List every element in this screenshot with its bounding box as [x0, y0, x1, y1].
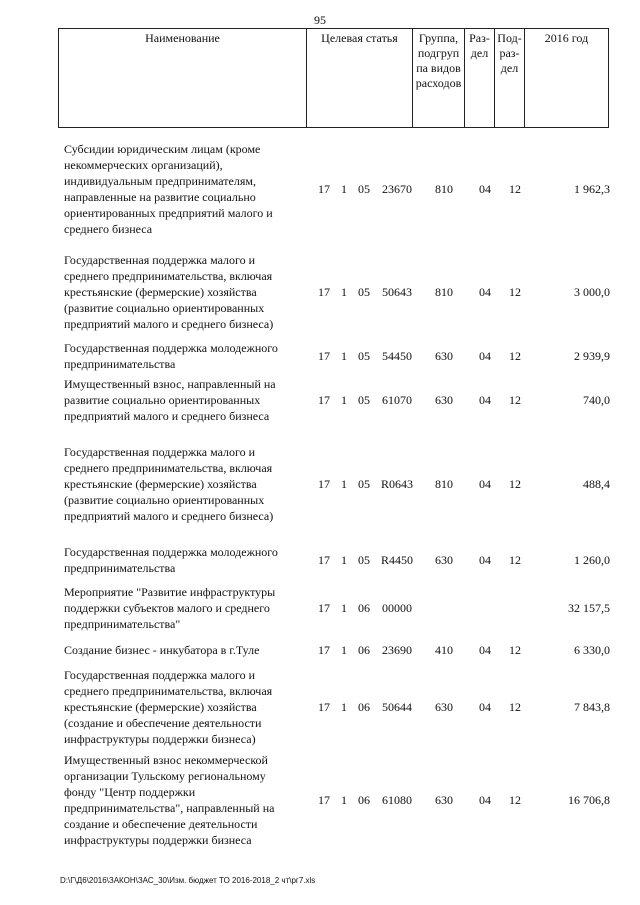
amount: 6 330,0 [574, 643, 610, 657]
row-name-line: предприятий малого и среднего бизнеса [64, 409, 270, 423]
table-row [58, 636, 614, 664]
header-group-line: расходов [415, 76, 462, 90]
row-name-line: (развитие социально ориентированных [64, 301, 265, 315]
section-code: 04 [479, 793, 491, 807]
row-name-line: развитие социально ориентированных [64, 393, 261, 407]
target-code-1: 17 [318, 700, 330, 714]
target-code-1: 17 [318, 553, 330, 567]
header-group-line: па видов [416, 61, 461, 75]
row-name-line: среднего предпринимательства, включая [64, 269, 273, 283]
amount: 1 260,0 [574, 553, 610, 567]
section-code: 04 [479, 182, 491, 196]
row-name-line: Создание бизнес - инкубатора в г.Туле [64, 643, 260, 657]
page-number: 95 [314, 13, 326, 27]
group-code: 630 [435, 349, 453, 363]
target-code-4: 23690 [382, 643, 412, 657]
row-name-line: Имущественный взнос некоммерческой [64, 753, 268, 767]
section-code: 04 [479, 285, 491, 299]
row-name-line: ориентированных предприятий малого и [64, 206, 273, 220]
target-code-2: 1 [341, 393, 347, 407]
target-code-3: 05 [358, 285, 370, 299]
section-code [470, 580, 500, 636]
table-row [58, 664, 614, 750]
group-code [418, 580, 470, 636]
table-row [58, 244, 614, 340]
target-code-4: 50644 [382, 700, 412, 714]
row-name-line: направленные на развитие социально [64, 190, 256, 204]
target-code-2: 1 [341, 601, 347, 615]
row-name-line: индивидуальным предпринимателям, [64, 174, 256, 188]
row-name-line: создание и обеспечение деятельности [64, 817, 258, 831]
subsection-code: 12 [509, 793, 521, 807]
row-name-line: организации Тульскому региональному [64, 769, 266, 783]
subsection-code: 12 [509, 393, 521, 407]
row-name [58, 750, 312, 850]
row-name [58, 340, 312, 372]
amount: 1 962,3 [574, 182, 610, 196]
target-code-1: 17 [318, 601, 330, 615]
target-code-1: 17 [318, 643, 330, 657]
subsection-code: 12 [509, 553, 521, 567]
row-name-line: (развитие социально ориентированных [64, 493, 265, 507]
target-code-1: 17 [318, 349, 330, 363]
row-name-line: предприятий малого и среднего бизнеса) [64, 509, 274, 523]
row-name-line: крестьянские (фермерские) хозяйства [64, 700, 257, 714]
table-row [58, 372, 614, 428]
group-code: 810 [435, 477, 453, 491]
row-name-line: Государственная поддержка малого и [64, 445, 256, 459]
row-name-line: Мероприятие "Развитие инфраструктуры [64, 585, 276, 599]
table-row [58, 580, 614, 636]
target-code-1: 17 [318, 793, 330, 807]
subsection-code: 12 [509, 349, 521, 363]
header-year: 2016 год [525, 29, 609, 128]
file-path-footer: D:\Г\Д6\2016\ЗАКОН\ЗАС_30\Изм. бюджет ТО 2016-2018_2 чт\рг7.xls [60, 876, 316, 885]
row-name-line: Государственная поддержка молодежного [64, 341, 278, 355]
target-code-2: 1 [341, 349, 347, 363]
row-name-line: Имущественный взнос, направленный на [64, 377, 276, 391]
subsection-code: 12 [509, 285, 521, 299]
target-code-2: 1 [341, 182, 347, 196]
target-code-2: 1 [341, 643, 347, 657]
row-name-line: предпринимательства [64, 561, 176, 575]
header-subsection-line: Под- [497, 31, 522, 45]
row-name-line: Государственная поддержка молодежного [64, 545, 278, 559]
header-subsection-line: дел [500, 61, 519, 75]
target-code-3: 05 [358, 553, 370, 567]
section-code: 04 [479, 553, 491, 567]
row-name-line: предприятий малого и среднего бизнеса) [64, 317, 274, 331]
row-name-line: крестьянские (фермерские) хозяйства [64, 477, 257, 491]
subsection-code: 12 [509, 700, 521, 714]
budget-table [58, 134, 614, 850]
row-name [58, 134, 312, 244]
amount: 2 939,9 [574, 349, 610, 363]
section-code: 04 [479, 393, 491, 407]
row-name-line: крестьянские (фермерские) хозяйства [64, 285, 257, 299]
target-code-4: R4450 [380, 553, 413, 567]
header-section-line: дел [470, 46, 489, 60]
target-code-2: 1 [341, 793, 347, 807]
target-code-3: 05 [358, 182, 370, 196]
row-name [58, 540, 312, 580]
table-row [58, 428, 614, 540]
row-name-line: предпринимательства [64, 357, 176, 371]
table-row [58, 134, 614, 244]
section-code: 04 [479, 477, 491, 491]
header-subsection [495, 29, 525, 128]
target-code-4: 61070 [382, 393, 412, 407]
target-code-2: 1 [341, 477, 347, 491]
row-name-line: некоммерческих организаций), [64, 158, 223, 172]
header-section-line: Раз- [469, 31, 490, 45]
row-name-line: среднего бизнеса [64, 222, 153, 236]
target-code-3: 05 [358, 477, 370, 491]
row-name-line: поддержки субъектов малого и среднего [64, 601, 270, 615]
target-code-1: 17 [318, 285, 330, 299]
group-code: 630 [435, 553, 453, 567]
header-group-line: Группа, [418, 31, 459, 45]
row-name-line: (создание и обеспечение деятельности [64, 716, 262, 730]
section-code: 04 [479, 349, 491, 363]
target-code-2: 1 [341, 553, 347, 567]
target-code-1: 17 [318, 182, 330, 196]
row-name [58, 428, 312, 540]
subsection-code: 12 [509, 477, 521, 491]
header-group-line: подгруп [417, 46, 460, 60]
header-section [465, 29, 495, 128]
group-code: 630 [435, 700, 453, 714]
row-name-line: Государственная поддержка малого и [64, 253, 256, 267]
row-name-line: предпринимательства" [64, 617, 181, 631]
row-name-line: предпринимательства", направленный на [64, 801, 275, 815]
target-code-3: 05 [358, 349, 370, 363]
subsection-code [500, 580, 530, 636]
target-code-4: 23670 [382, 182, 412, 196]
row-name [58, 580, 312, 636]
row-name-line: Субсидии юридическим лицам (кроме [64, 142, 261, 156]
section-code: 04 [479, 700, 491, 714]
subsection-code: 12 [509, 182, 521, 196]
target-code-4: 00000 [382, 601, 412, 615]
section-code: 04 [479, 643, 491, 657]
target-code-1: 17 [318, 477, 330, 491]
row-name-line: Государственная поддержка малого и [64, 668, 256, 682]
header-name: Наименование [59, 29, 307, 128]
row-name-line: фонду "Центр поддержки [64, 785, 196, 799]
amount: 7 843,8 [574, 700, 610, 714]
target-code-4: R0643 [380, 477, 413, 491]
target-code-3: 06 [358, 700, 370, 714]
amount: 32 157,5 [568, 601, 610, 615]
amount: 16 706,8 [568, 793, 610, 807]
header-target: Целевая статья [307, 29, 413, 128]
table-row [58, 340, 614, 372]
header-group [413, 29, 465, 128]
row-name-line: инфраструктуры поддержки бизнеса) [64, 732, 256, 746]
amount: 488,4 [583, 477, 610, 491]
row-name-line: среднего предпринимательства, включая [64, 461, 273, 475]
target-code-4: 50643 [382, 285, 412, 299]
budget-rows [58, 134, 614, 850]
amount: 3 000,0 [574, 285, 610, 299]
target-code-1: 17 [318, 393, 330, 407]
target-code-3: 06 [358, 643, 370, 657]
row-name-line: среднего предпринимательства, включая [64, 684, 273, 698]
row-name [58, 664, 312, 750]
table-row [58, 540, 614, 580]
target-code-4: 54450 [382, 349, 412, 363]
row-name [58, 244, 312, 340]
row-name [58, 636, 312, 664]
target-code-3: 06 [358, 793, 370, 807]
group-code: 630 [435, 793, 453, 807]
header-subsection-line: раз- [499, 46, 520, 60]
target-code-2: 1 [341, 700, 347, 714]
subsection-code: 12 [509, 643, 521, 657]
group-code: 630 [435, 393, 453, 407]
group-code: 410 [435, 643, 453, 657]
target-code-3: 06 [358, 601, 370, 615]
row-name [58, 372, 312, 428]
row-name-line: инфраструктуры поддержки бизнеса [64, 833, 252, 847]
table-row [58, 750, 614, 850]
group-code: 810 [435, 182, 453, 196]
target-code-4: 61080 [382, 793, 412, 807]
target-code-2: 1 [341, 285, 347, 299]
table-header [58, 28, 609, 128]
group-code: 810 [435, 285, 453, 299]
amount: 740,0 [583, 393, 610, 407]
target-code-3: 05 [358, 393, 370, 407]
